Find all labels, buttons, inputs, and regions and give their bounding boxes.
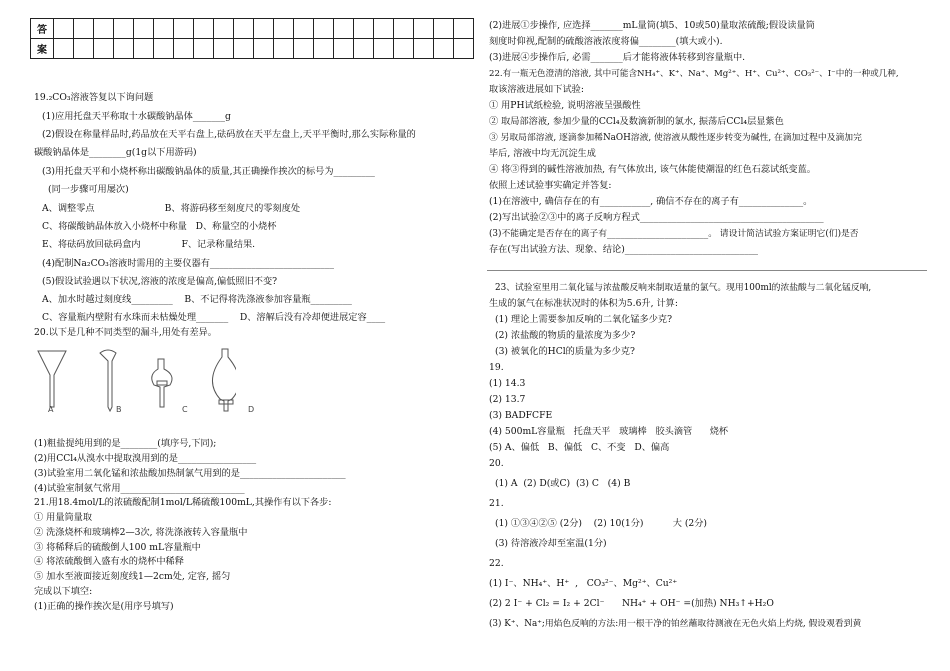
funnel-label-b: B bbox=[116, 405, 122, 414]
text-line: (4)试验室制氨气常用___________________________ bbox=[34, 483, 245, 494]
text-line: (2)进展①步操作, 应选择_______mL量筒(填5、10或50)量取浓硫酸;假设读量筒 bbox=[489, 20, 815, 31]
funnel-b-icon bbox=[100, 350, 116, 411]
text-line: (1) 14.3 bbox=[489, 378, 526, 389]
text-line: (2) 2 I⁻ + Cl₂ = I₂ + 2Cl⁻ NH₄⁺ + OH⁻ =(加热) NH₃↑+H₂O bbox=[489, 598, 774, 609]
text-line: (4) 500mL容量瓶 托盘天平 玻璃棒 胶头滴管 烧杯 bbox=[489, 426, 729, 437]
text-line: 生成的氯气在标准状况时的体积为5.6升, 计算: bbox=[489, 298, 678, 309]
answer-label-2: 案 bbox=[31, 39, 54, 59]
text-line: ④ 将③得到的碱性溶液加热, 有气体放出, 该气体能使潮湿的红色石蕊试纸变蓝。 bbox=[489, 164, 816, 175]
text-line: (2) 浓盐酸的物质的量浓度为多少? bbox=[495, 330, 636, 341]
funnel-label-d: D bbox=[248, 405, 255, 414]
text-line: ① 用量筒量取 bbox=[34, 512, 93, 523]
text-line: 22. bbox=[489, 558, 504, 569]
text-line: (3) K⁺、Na⁺;用焰色反响的方法:用一根干净的铂丝蘸取待测液在无色火焰上灼烧, 假设观看到黄 bbox=[489, 619, 862, 629]
text-line: 取该溶液进展如下试验: bbox=[489, 84, 584, 95]
text-line: C、容量瓶内壁附有水珠而未枯燥处理_______ D、溶解后没有冷却便进展定容____ bbox=[42, 312, 386, 323]
funnel-diagram bbox=[36, 345, 236, 420]
text-line: 19. bbox=[489, 362, 504, 373]
text-line: (1)应用托盘天平称取十水碳酸钠晶体_______g bbox=[42, 111, 231, 122]
funnel-label-c: C bbox=[182, 405, 188, 414]
text-line: 20.以下是几种不同类型的漏斗,用处有差异。 bbox=[34, 327, 217, 338]
text-line: (1)粗盐提纯用到的是________(填序号,下同); bbox=[34, 438, 217, 449]
text-line: 完成以下填空: bbox=[34, 586, 93, 597]
text-line: ④ 将浓硫酸倒入盛有水的烧杯中稀释 bbox=[34, 556, 184, 567]
text-line: (1) 理论上需要参加反响的二氧化锰多少克? bbox=[495, 314, 673, 325]
text-line: ② 洗涤烧杯和玻璃棒2—3次, 将洗涤液转入容量瓶中 bbox=[34, 527, 248, 538]
text-line: (4)配制Na₂CO₃溶液时需用的主要仪器有___________________________ bbox=[42, 258, 334, 269]
text-line: ⑤ 加水至液面接近刻度线1—2cm处, 定容, 摇匀 bbox=[34, 571, 231, 582]
text-line: C、将碳酸钠晶体放入小烧杯中称量 D、称量空的小烧杯 bbox=[42, 221, 277, 232]
funnel-a-icon bbox=[38, 351, 66, 407]
text-line: 23、试验室里用二氧化锰与浓盐酸反响来制取适量的氯气。现用100ml的浓盐酸与二氧化锰反响, bbox=[495, 283, 872, 293]
text-line: 刻度时仰视,配制的硫酸溶液浓度将偏________(填大或小). bbox=[489, 36, 723, 47]
text-line: (3)试验室用二氧化锰和浓盐酸加热制氯气用到的是_______________________ bbox=[34, 468, 346, 479]
text-line: ② 取局部溶液, 参加少量的CCl₄及数滴新制的氯水, 振荡后CCl₄层显紫色 bbox=[489, 116, 784, 127]
text-line: E、将砝码放回砝码盒内 F、记录称量结果. bbox=[42, 239, 256, 250]
text-line: (2) 13.7 bbox=[489, 394, 526, 405]
text-line: 存在(写出试验方法、现象、结论)_____________________________ bbox=[489, 244, 759, 255]
text-line: 20. bbox=[489, 458, 504, 469]
text-line: (3)不能确定是否存在的离子有_______________________。 请设计简洁试验方案证明它(们)是否 bbox=[489, 229, 859, 239]
text-line: A、加水时越过刻度线_________ B、不记得将洗涤液参加容量瓶_________ bbox=[42, 294, 352, 305]
text-line: (5) A、偏低 B、偏低 C、不变 D、偏高 bbox=[489, 442, 670, 453]
text-line: ③ 将稀释后的硫酸倒人100 mL容量瓶中 bbox=[34, 542, 201, 553]
text-line: (3)进展④步操作后, 必需_______后才能将液体转移到容量瓶中. bbox=[489, 52, 746, 63]
text-line: 19.₂CO₃溶液答复以下询问题 bbox=[34, 92, 154, 103]
text-line: (2)假设在称量样品时,药品放在天平右盘上,砝码放在天平左盘上,天平平衡时,那么实际称量的 bbox=[42, 129, 416, 140]
text-line: (1)正确的操作挨次是(用序号填写) bbox=[34, 601, 174, 612]
text-line: (3) 待溶液冷却至室温(1分) bbox=[495, 538, 607, 549]
text-line: ① 用PH试纸检验, 说明溶液呈强酸性 bbox=[489, 100, 641, 111]
answer-label-1: 答 bbox=[31, 19, 54, 39]
text-line: (2)用CCl₄从溴水中提取溴用到的是_________________ bbox=[34, 453, 257, 464]
text-line: 21. bbox=[489, 498, 504, 509]
text-line: (1) A (2) D(或C) (3) C (4) B bbox=[495, 478, 631, 489]
answer-grid bbox=[30, 18, 474, 59]
text-line: 毕后, 溶液中均无沉淀生成 bbox=[489, 148, 596, 159]
text-line: (5)假设试验遇以下状况,溶液的浓度是偏高,偏低照旧不变? bbox=[42, 276, 278, 287]
funnel-label-a: A bbox=[48, 405, 54, 414]
text-line: 依照上述试验事实确定并答复: bbox=[489, 180, 612, 191]
text-line: (3)用托盘天平和小烧杯称出碳酸钠晶体的质量,其正确操作挨次的标号为_________ bbox=[42, 166, 375, 177]
funnel-c-icon bbox=[152, 359, 172, 407]
text-line: (3) BADFCFE bbox=[489, 410, 553, 421]
text-line: (1) I⁻、NH₄⁺、H⁺ , CO₃²⁻、Mg²⁺、Cu²⁺ bbox=[489, 578, 678, 589]
text-line: 21.用18.4mol/L的浓硫酸配制1mol/L稀硫酸100mL,其操作有以下各步: bbox=[34, 497, 332, 508]
divider-line bbox=[487, 270, 927, 271]
text-line: (1)在溶液中, 确信存在的有___________, 确信不存在的离子有______________。 bbox=[489, 196, 813, 207]
text-line: ③ 另取局部溶液, 逐滴参加稀NaOH溶液, 使溶液从酸性逐步转变为碱性, 在滴加过程中及滴加完 bbox=[489, 133, 862, 143]
text-line: (2)写出试验②③中的离子反响方程式________________________________________ bbox=[489, 212, 824, 223]
funnel-d-icon bbox=[212, 349, 236, 411]
text-line: 碳酸钠晶体是________g(1g以下用游码) bbox=[34, 147, 197, 158]
text-line: (3) 被氧化的HCl的质量为多少克? bbox=[495, 346, 635, 357]
text-line: (1) ①③④②⑤ (2分) (2) 10(1分) 大 (2分) bbox=[495, 518, 708, 529]
text-line: A、调整零点 B、将游码移至刻度尺的零刻度处 bbox=[42, 203, 301, 214]
text-line: (同一步骤可用屡次) bbox=[48, 184, 129, 195]
text-line: 22.有一瓶无色澄清的溶液, 其中可能含NH₄⁺、K⁺、Na⁺、Mg²⁺、H⁺、Cu²⁺、CO₃²⁻、I⁻中的一种或几种, bbox=[489, 69, 899, 79]
